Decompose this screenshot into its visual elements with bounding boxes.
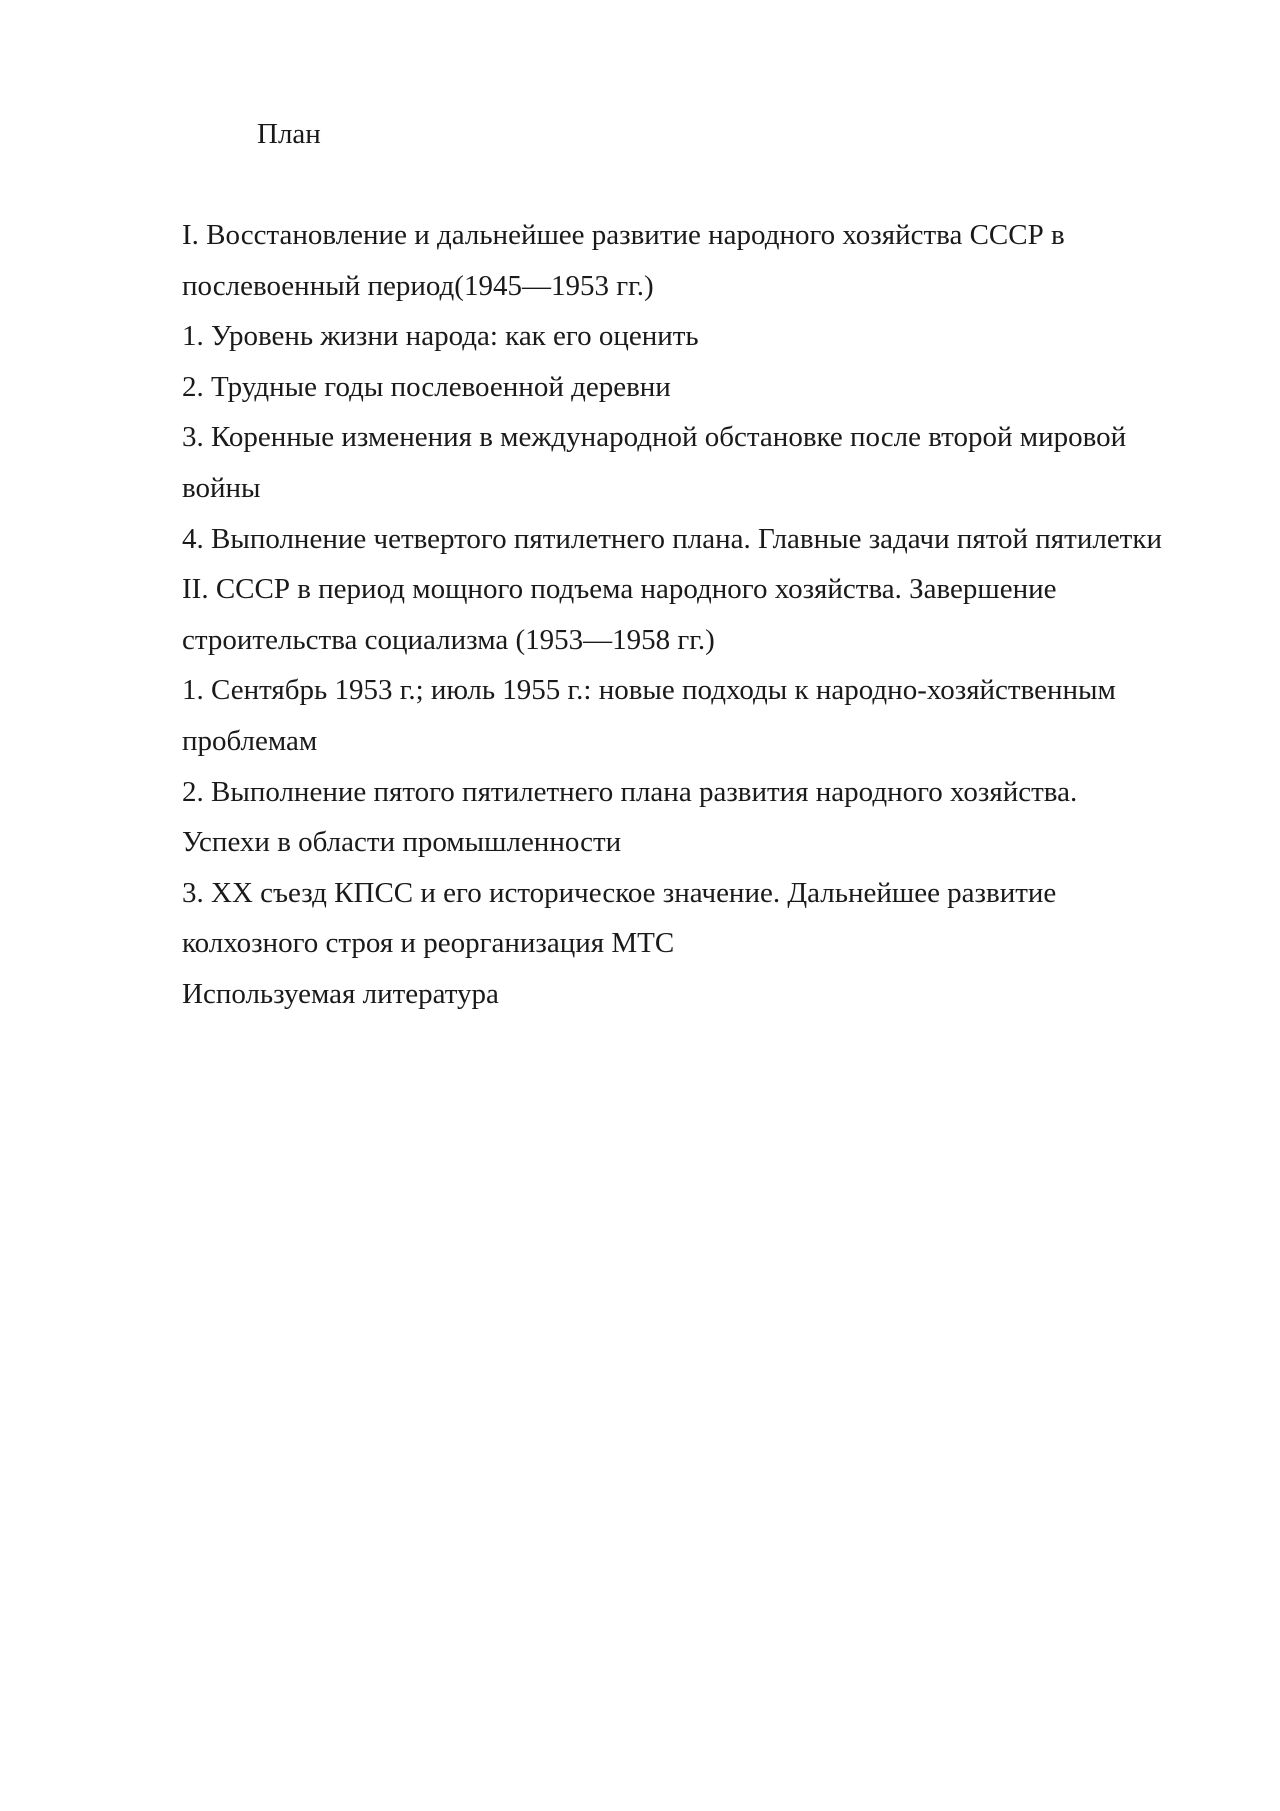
plan-item-1-4: 4. Выполнение четвертого пятилетнего плана. Главные задачи пятой пятилетки: [182, 522, 1162, 555]
page-title: План: [257, 118, 321, 150]
plan-item-2-1: 1. Сентябрь 1953 г.; июль 1955 г.: новые подходы к народно-хозяйственным проблемам: [182, 674, 1116, 757]
plan-item-2-2: 2. Выполнение пятого пятилетнего плана развития народного хозяйства. Успехи в области промышленности: [182, 775, 1078, 859]
plan-item-section-2: II. СССР в период мощного подъема народного хозяйства. Завершение строительства социализма (1953—1958 гг.): [182, 573, 1057, 656]
plan-item-references: Используемая литература: [182, 977, 499, 1010]
plan-list: [182, 210, 1172, 1020]
plan-item-section-1: I. Восстановление и дальнейшее развитие народного хозяйства СССР в послевоенный период(1945—1953 гг.): [182, 219, 1065, 302]
plan-item-1-1: 1. Уровень жизни народа: как его оценить: [182, 320, 699, 353]
plan-item-1-2: 2. Трудные годы послевоенной деревни: [182, 370, 671, 403]
plan-item-2-3: 3. XX съезд КПСС и его историческое значение. Дальнейшее развитие колхозного строя и реорганизация МТС: [182, 876, 1057, 960]
plan-item-1-3: 3. Коренные изменения в международной обстановке после второй мировой войны: [182, 421, 1127, 504]
